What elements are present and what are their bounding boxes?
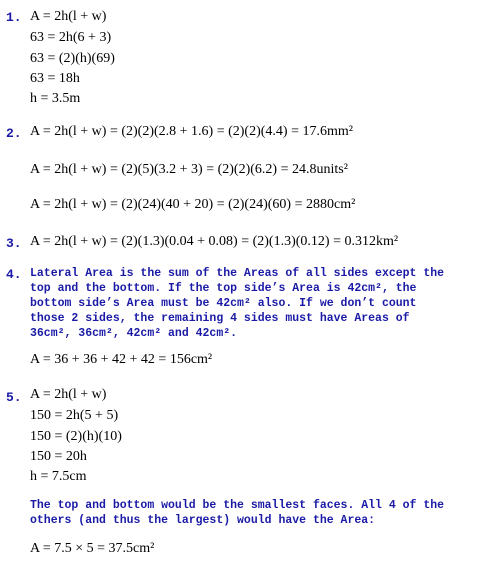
problem-5-line-5: h = 7.5cm: [30, 469, 87, 484]
problem-1-line-3: 63 = (2)(h)(69): [30, 51, 115, 66]
problem-5-text-line-2: others (and thus the largest) would have the Area:: [30, 514, 376, 527]
problem-4-text-line-4: those 2 sides, the remaining 4 sides must have Areas of: [30, 312, 410, 325]
problem-1-number: 1.: [6, 10, 22, 25]
problem-5-line-4: 150 = 20h: [30, 449, 87, 464]
problem-3-number: 3.: [6, 236, 22, 251]
problem-4-text-line-2: top and the bottom. If the top side’s Area is 42cm², the: [30, 282, 417, 295]
problem-5-line-2: 150 = 2h(5 + 5): [30, 408, 119, 423]
problem-1-line-4: 63 = 18h: [30, 71, 80, 86]
problem-1-line-5: h = 3.5m: [30, 91, 81, 106]
problem-2-line-1: A = 2h(l + w) = (2)(2)(2.8 + 1.6) = (2)(2)(4.4) = 17.6mm²: [30, 124, 353, 139]
problem-2-line-2: A = 2h(l + w) = (2)(5)(3.2 + 3) = (2)(2)(6.2) = 24.8units²: [30, 162, 348, 177]
problem-5-text-line-1: The top and bottom would be the smallest faces. All 4 of the: [30, 499, 445, 512]
problem-1-line-2: 63 = 2h(6 + 3): [30, 30, 112, 45]
problem-2-line-3: A = 2h(l + w) = (2)(24)(40 + 20) = (2)(24)(60) = 2880cm²: [30, 197, 356, 212]
problem-4-text-line-3: bottom side’s Area must be 42cm² also. If we don’t count: [30, 297, 417, 310]
problem-4-text-line-5: 36cm², 36cm², 42cm² and 42cm².: [30, 327, 238, 340]
problem-1-line-1: A = 2h(l + w): [30, 9, 107, 24]
problem-3-line-1: A = 2h(l + w) = (2)(1.3)(0.04 + 0.08) = (2)(1.3)(0.12) = 0.312km²: [30, 234, 399, 249]
problem-5-line-1: A = 2h(l + w): [30, 387, 107, 402]
problem-4-text-line-1: Lateral Area is the sum of the Areas of all sides except the: [30, 267, 445, 280]
problem-4-number: 4.: [6, 267, 22, 282]
problem-5-equation: A = 7.5 × 5 = 37.5cm²: [30, 541, 155, 556]
problem-2-number: 2.: [6, 126, 22, 141]
problem-5-line-3: 150 = (2)(h)(10): [30, 429, 122, 444]
problem-4-equation: A = 36 + 36 + 42 + 42 = 156cm²: [30, 352, 213, 367]
problem-5-number: 5.: [6, 390, 22, 405]
